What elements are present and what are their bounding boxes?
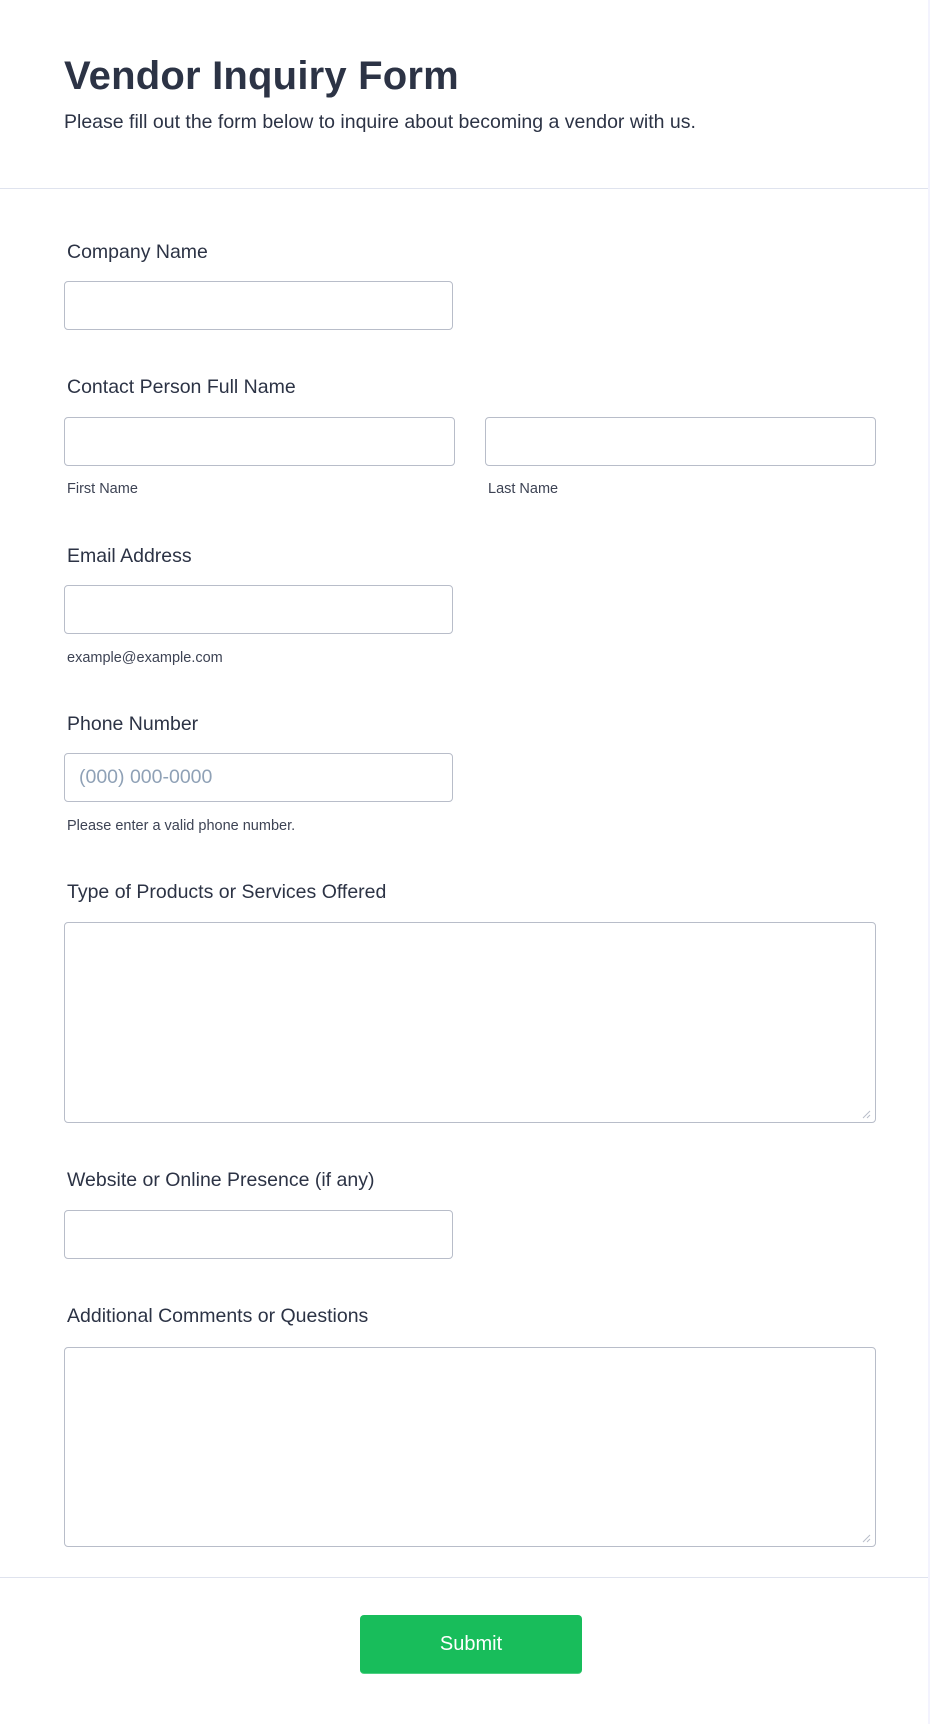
email-sublabel: example@example.com — [67, 650, 223, 666]
email-label: Email Address — [67, 545, 192, 567]
phone-sublabel: Please enter a valid phone number. — [67, 818, 296, 834]
page-title: Vendor Inquiry Form — [64, 54, 459, 98]
email-input[interactable] — [64, 585, 453, 634]
comments-textarea[interactable] — [64, 1347, 876, 1547]
contact-name-label: Contact Person Full Name — [67, 376, 296, 398]
phone-input[interactable] — [64, 753, 453, 802]
products-services-label: Type of Products or Services Offered — [67, 881, 387, 903]
first-name-sublabel: First Name — [67, 481, 138, 497]
products-services-textarea[interactable] — [64, 922, 876, 1123]
submit-button[interactable]: Submit — [360, 1615, 582, 1674]
company-name-label: Company Name — [67, 241, 208, 263]
first-name-input[interactable] — [64, 417, 455, 466]
phone-label: Phone Number — [67, 713, 199, 735]
footer-divider — [0, 1577, 928, 1578]
resize-handle-icon[interactable] — [861, 1533, 871, 1543]
header-divider — [0, 188, 928, 189]
website-label: Website or Online Presence (if any) — [67, 1169, 375, 1191]
company-name-input[interactable] — [64, 281, 453, 330]
comments-label: Additional Comments or Questions — [67, 1305, 369, 1327]
last-name-input[interactable] — [485, 417, 876, 466]
last-name-sublabel: Last Name — [488, 481, 559, 497]
website-input[interactable] — [64, 1210, 453, 1259]
resize-handle-icon[interactable] — [861, 1109, 871, 1119]
page-subtitle: Please fill out the form below to inquire about becoming a vendor with us. — [64, 111, 696, 133]
